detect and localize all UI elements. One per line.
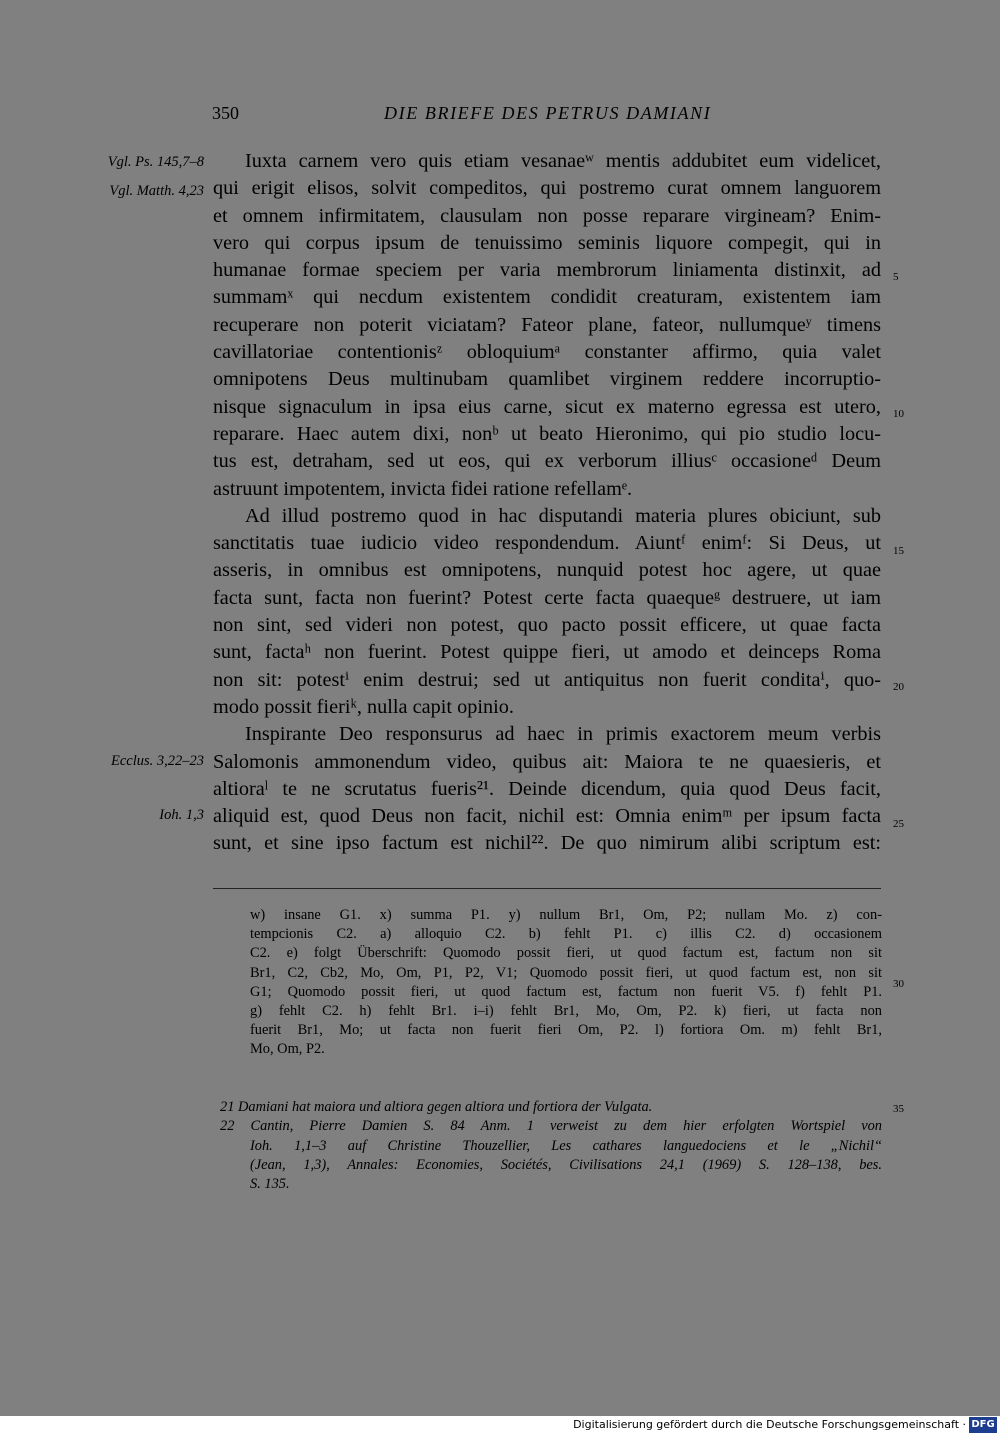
apparatus-line: g) fehlt C2. h) fehlt Br1. i–i) fehlt Br1, Mo, Om, P2. k) fieri, ut facta non [250,1002,882,1019]
running-title: DIE BRIEFE DES PETRUS DAMIANI [384,103,712,123]
apparatus-line: G1; Quomodo possit fieri, ut quod factum est, factum non fuerit V5. f) fehlt P1. [250,983,882,1000]
footnote-line: 22 Cantin, Pierre Damien S. 84 Anm. 1 verweist zu dem hier erfolgten Wortspiel von [220,1118,882,1135]
margin-reference: Ioh. 1,3 [159,807,204,823]
line-number: 15 [893,545,904,557]
text-line: Salomonis ammonendum video, quibus ait: Maiora te ne quaesieris, et [213,750,881,773]
text-line: Iuxta carnem vero quis etiam vesanaeʷ mentis addubitet eum videlicet, [245,150,881,172]
text-line: non sit: potestⁱ enim destrui; sed ut antiquitus non fuerit conditaⁱ, quo- [213,668,881,691]
apparatus-line: Br1, C2, Cb2, Mo, Om, P1, P2, V1; Quomodo possit fieri, ut quod factum est, non sit [250,964,882,981]
line-number: 35 [893,1103,904,1115]
dfg-logo: DFG [969,1417,997,1433]
text-line: sanctitatis tuae iudicio video respondendum. Aiuntᶠ enimᶠ: Si Deus, ut [213,532,881,555]
text-line: recuperare non poterit viciatam? Fateor plane, fateor, nullumqueʸ timens [213,313,881,336]
funding-credit: Digitalisierung gefördert durch die Deutsche Forschungsgemeinschaft · [573,1418,966,1431]
footnote-line: (Jean, 1,3), Annales: Economies, Sociétés, Civilisations 24,1 (1969) S. 128–138, bes. [250,1156,882,1173]
text-line: vero qui corpus ipsum de tenuissimo seminis liquore compegit, qui in [213,231,881,254]
apparatus-line: Mo, Om, P2. [250,1041,325,1058]
text-line: cavillatoriae contentionisᶻ obloquiumᵃ constanter affirmo, quia valet [213,341,881,364]
text-line: facta sunt, facta non fuerint? Potest certe facta quaequeᵍ destruere, ut iam [213,586,881,609]
footnote-divider [213,888,881,889]
footnote-line: 21 Damiani hat maiora und altiora gegen altiora und fortiora der Vulgata. [220,1099,653,1115]
text-line: humanae formae speciem per varia membrorum liniamenta distinxit, ad [213,259,881,282]
text-line: sunt, et sine ipso factum est nichil²². De quo nimirum alibi scriptum est: [213,832,881,855]
text-line: astruunt impotentem, invicta fidei ratione refellamᵉ. [213,477,633,500]
text-line: aliquid est, quod Deus non facit, nichil est: Omnia enimᵐ per ipsum facta [213,805,881,828]
text-line: asseris, in omnibus est omnipotens, nunquid potest hoc agere, ut quae [213,559,881,582]
apparatus-line: C2. e) folgt Überschrift: Quomodo possit fieri, ut quod factum est, factum non sit [250,945,882,962]
footnotes [220,1098,882,1194]
line-number: 20 [893,681,904,693]
margin-reference: Ecclus. 3,22–23 [110,753,204,769]
apparatus-line: fuerit Br1, Mo; ut facta non fuerit fieri Om, P2. l) fortiora Om. m) fehlt Br1, [250,1022,882,1039]
text-line: summamˣ qui necdum existentem condidit creaturam, existentem iam [213,286,881,309]
line-number: 25 [893,818,904,830]
text-line: Inspirante Deo responsurus ad haec in primis exactorem meum verbis [245,723,881,746]
text-line: modo possit fieriᵏ, nulla capit opinio. [213,695,515,718]
page-number: 350 [212,103,239,123]
line-number: 10 [893,408,904,420]
line-number: 30 [893,978,904,990]
margin-reference: Vgl. Matth. 4,23 [109,183,204,199]
footnote-line: S. 135. [250,1176,290,1193]
text-line: et omnem infirmitatem, clausulam non posse reparare virgineam? Enim- [213,204,881,227]
text-line: non sint, sed videri non potest, quo pacto possit efficere, ut quae facta [213,614,881,637]
text-line: omnipotens Deus multinubam quamlibet virginem reddere incorruptio- [213,368,881,391]
text-line: altioraˡ te ne scrutatus fueris²¹. Deinde dicendum, quia quod Deus facit, [213,777,881,800]
line-number: 5 [893,271,899,283]
text-line: Ad illud postremo quod in hac disputandi materia plures obiciunt, sub [245,504,881,527]
text-line: reparare. Haec autem dixi, nonᵇ ut beato Hieronimo, qui pio studio locu- [213,422,881,445]
text-line: sunt, factaʰ non fuerint. Potest quippe fieri, ut amodo et deinceps Roma [213,641,881,664]
text-line: qui erigit elisos, solvit compeditos, qui postremo curat omnem languorem [213,177,881,200]
text-line: nisque signaculum in ipsa eius carne, sicut ex materno egressa est utero, [213,395,881,418]
main-text [213,148,881,858]
critical-apparatus [250,906,882,1060]
text-line: tus est, detraham, sed ut eos, qui ex verborum illiusᶜ occasioneᵈ Deum [213,450,881,473]
margin-reference: Vgl. Ps. 145,7–8 [107,154,204,170]
digitization-footer [0,1416,1000,1436]
footnote-line: Ioh. 1,1–3 auf Christine Thouzellier, Les cathares languedociens et le „Nichil“ [250,1137,882,1154]
apparatus-line: w) insane G1. x) summa P1. y) nullum Br1, Om, P2; nullam Mo. z) con- [250,907,882,923]
apparatus-line: tempcionis C2. a) alloquio C2. b) fehlt P1. c) illis C2. d) occasionem [250,926,882,943]
